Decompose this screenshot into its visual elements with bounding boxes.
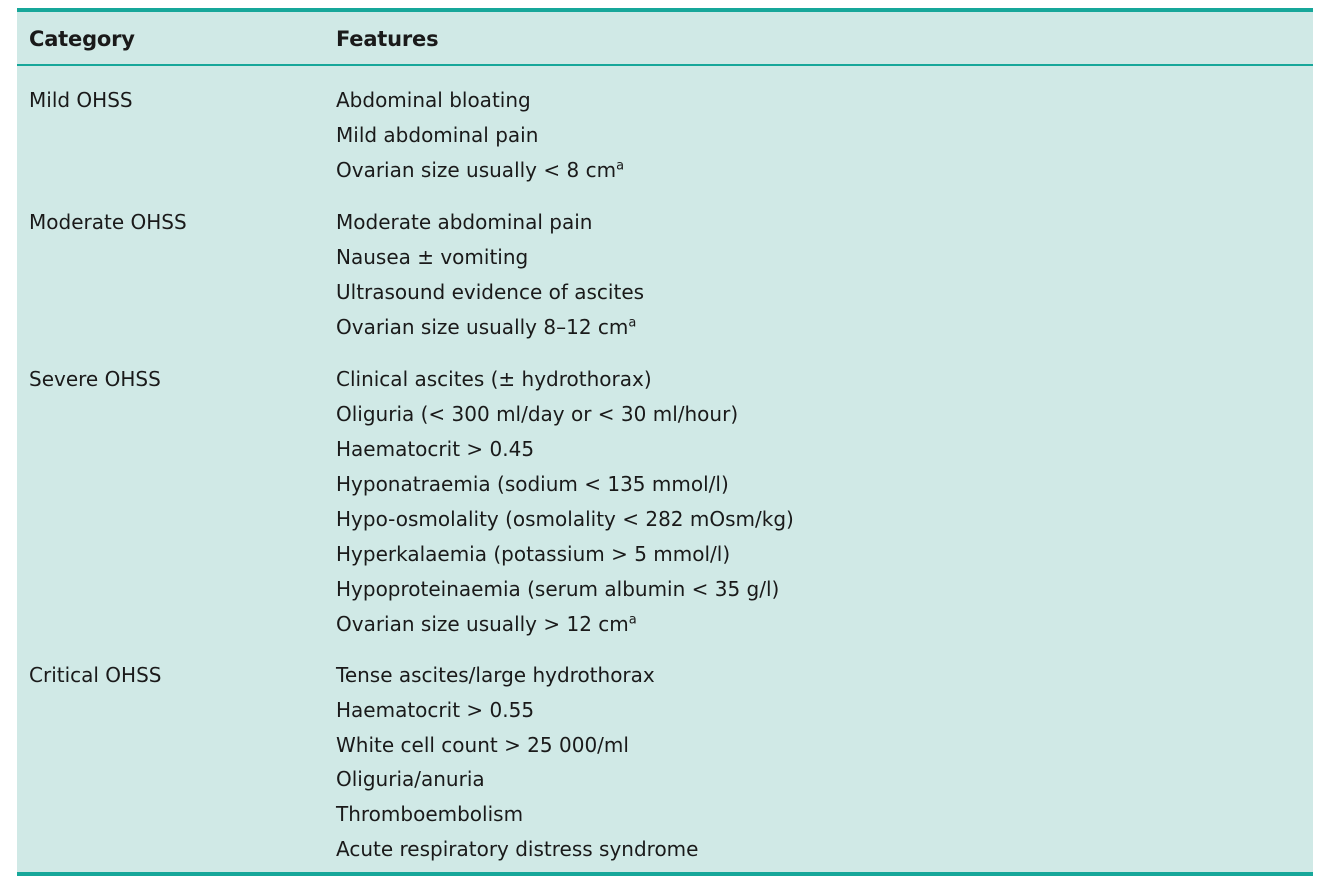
header-features: Features [336,27,439,51]
feature-item: Haematocrit > 0.45 [336,437,535,461]
feature-item: Hypoproteinaemia (serum albumin < 35 g/l) [336,577,780,601]
feature-item: Moderate abdominal pain [336,210,593,234]
feature-item: Hyperkalaemia (potassium > 5 mmol/l) [336,542,731,566]
footnote-marker: a [628,315,637,331]
feature-item: Mild abdominal pain [336,123,539,147]
feature-item: Nausea ± vomiting [336,245,529,269]
feature-item: Tense ascites/large hydrothorax [336,663,655,687]
table-header-row [17,12,1313,66]
ohss-classification-table [17,8,1313,876]
feature-item: Hyponatraemia (sodium < 135 mmol/l) [336,472,729,496]
feature-item: Ovarian size usually < 8 $cm^a$ [336,158,625,182]
feature-item: Oliguria (< 300 ml/day or < 30 ml/hour) [336,402,739,426]
category-mild-ohss: Mild OHSS [29,88,133,112]
feature-item: Hypo-osmolality (osmolality < 282 mOsm/kg) [336,507,794,531]
footnote-marker: a [616,158,625,174]
feature-item: Ovarian size usually 8–12 $cm^a$ [336,315,637,339]
feature-item: Clinical ascites (± hydrothorax) [336,367,652,391]
category-severe-ohss: Severe OHSS [29,367,161,391]
feature-item: Acute respiratory distress syndrome [336,837,699,861]
footnote-marker: a [628,612,637,628]
feature-item: White cell count > 25 000/ml [336,733,629,757]
feature-item: Ultrasound evidence of ascites [336,280,645,304]
category-moderate-ohss: Moderate OHSS [29,210,187,234]
feature-item: Abdominal bloating [336,88,531,112]
feature-item: Oliguria/anuria [336,767,485,791]
category-critical-ohss: Critical OHSS [29,663,162,687]
header-category: Category [29,27,135,51]
feature-item: Thromboembolism [336,802,524,826]
feature-item: Haematocrit > 0.55 [336,698,535,722]
feature-item: Ovarian size usually > 12 $cm^a$ [336,612,637,636]
